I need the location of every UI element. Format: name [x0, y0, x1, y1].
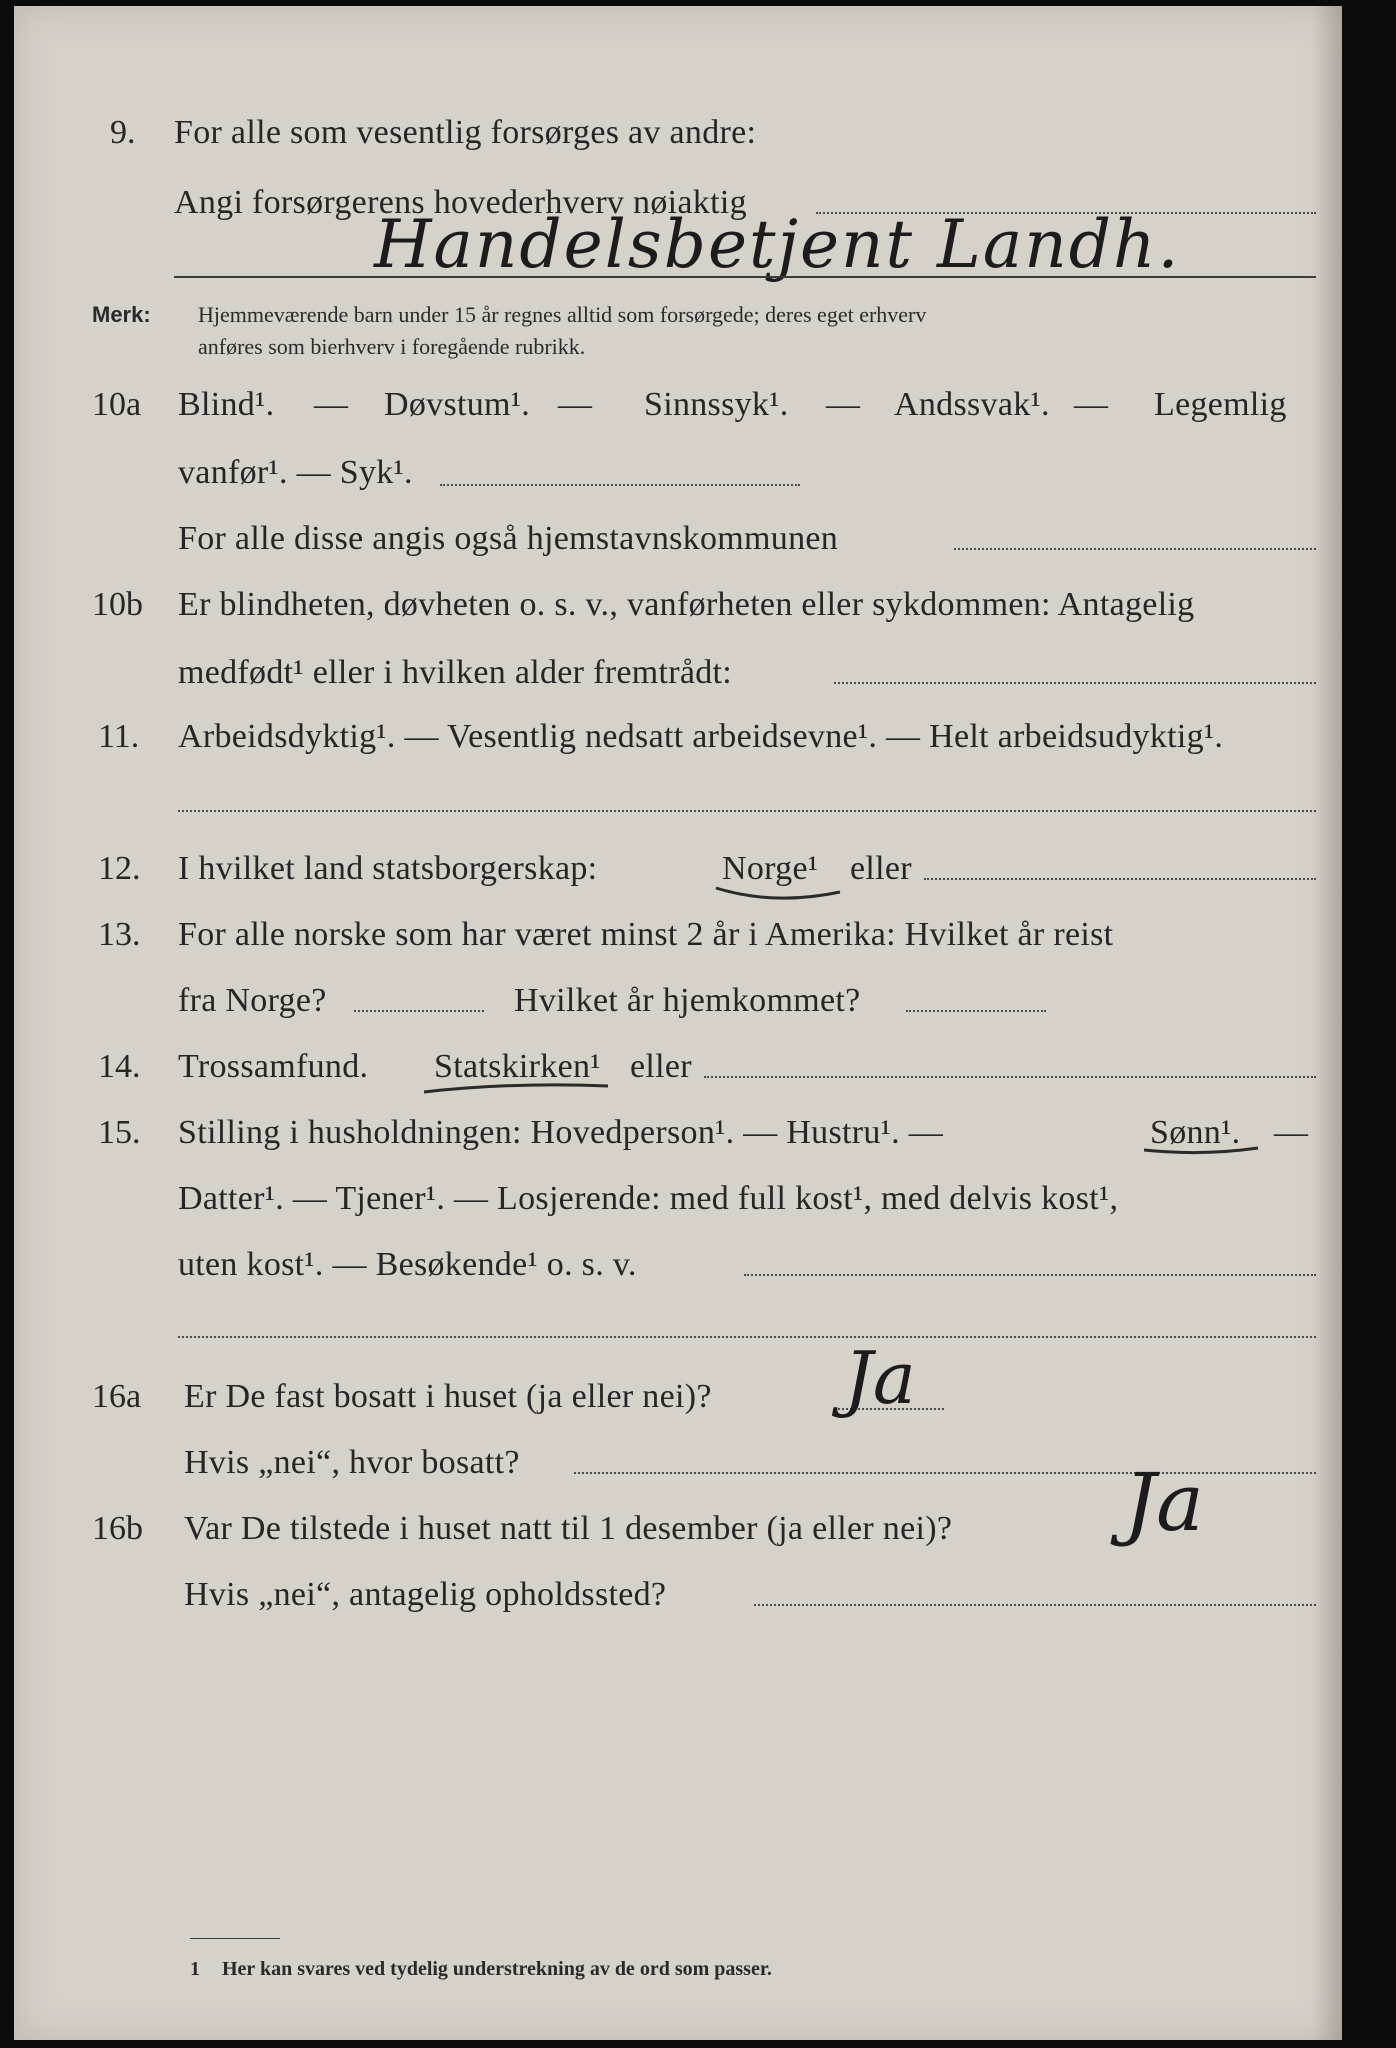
q11-number: 11.	[98, 718, 140, 755]
q10a-number: 10a	[92, 386, 142, 423]
q12-norge-underline	[714, 876, 844, 906]
q9-line1: For alle som vesentlig forsørges av andre:	[174, 114, 757, 151]
q10a-andssvak: Andssvak¹.	[894, 386, 1050, 423]
q14-statskirken: Statskirken¹	[434, 1048, 601, 1085]
q10a-dash3: —	[826, 386, 861, 423]
q10b-dotted-line	[834, 682, 1316, 684]
q10a-syk-dotted-line	[440, 484, 800, 486]
q10b-line2: medfødt¹ eller i hvilken alder fremtrådt:	[178, 654, 733, 691]
q14-statskirken-underline	[422, 1074, 612, 1104]
q15-line1: Stilling i husholdningen: Hovedperson¹. — Hustru¹. —	[178, 1114, 944, 1151]
q16a-line2: Hvis „nei“, hvor bosatt?	[184, 1444, 520, 1481]
q15-number: 15.	[98, 1114, 141, 1151]
q16a-number: 16a	[92, 1378, 142, 1415]
merk-line2: anføres som bierhverv i foregående rubrikk.	[198, 334, 586, 359]
q15-sonn-underline	[1142, 1142, 1262, 1162]
q14-number: 14.	[98, 1048, 141, 1085]
census-form-page	[14, 6, 1342, 2040]
q9-line2: Angi forsørgerens hovederhverv nøiaktig	[174, 184, 747, 221]
q10a-line3: For alle disse angis også hjemstavnskommunen	[178, 520, 839, 557]
q16b-dotted-line	[754, 1604, 1316, 1606]
q16a-handwritten-answer: Ja	[844, 1336, 916, 1420]
q12-eller: eller	[850, 850, 912, 887]
q14-dotted-line	[704, 1076, 1316, 1078]
q11-dotted-line	[178, 810, 1316, 812]
q10a-legemlig: Legemlig	[1154, 386, 1287, 423]
q10a-dash4: —	[1074, 386, 1109, 423]
q16a-line1: Er De fast bosatt i huset (ja eller nei)?	[184, 1378, 712, 1415]
q15-dotted-line	[744, 1274, 1316, 1276]
q9-number: 9.	[110, 114, 136, 151]
q13-hjemkommet-dotted-line	[906, 1010, 1046, 1012]
q15-sonn: Sønn¹.	[1150, 1114, 1241, 1151]
merk-label: Merk:	[92, 302, 151, 327]
q14-text: Trossamfund.	[178, 1048, 369, 1085]
q15-line3: uten kost¹. — Besøkende¹ o. s. v.	[178, 1246, 637, 1283]
q10a-dash1: —	[314, 386, 349, 423]
q10a-blind: Blind¹.	[178, 386, 275, 423]
q10a-sinnssyk: Sinnssyk¹.	[644, 386, 789, 423]
q13-number: 13.	[98, 916, 141, 953]
q10a-dash2: —	[558, 386, 593, 423]
q11-line1: Arbeidsdyktig¹. — Vesentlig nedsatt arbeidsevne¹. — Helt arbeidsudyktig¹.	[178, 718, 1224, 755]
q16a-bosatt-dotted-line	[574, 1472, 1316, 1474]
q14-eller: eller	[630, 1048, 692, 1085]
q13-line1: For alle norske som har været minst 2 år i Amerika: Hvilket år reist	[178, 916, 1114, 953]
q10a-hjemstavn-dotted-line	[954, 548, 1316, 550]
q10a-dovstum: Døvstum¹.	[384, 386, 531, 423]
merk-line1: Hjemmeværende barn under 15 år regnes alltid som forsørgede; deres eget erhverv	[198, 302, 927, 327]
q12-dotted-line	[924, 878, 1316, 880]
q12-number: 12.	[98, 850, 141, 887]
footnote-rule	[190, 1938, 280, 1939]
q12-text: I hvilket land statsborgerskap:	[178, 850, 598, 887]
q16b-number: 16b	[92, 1510, 143, 1547]
q15-line2: Datter¹. — Tjener¹. — Losjerende: med full kost¹, med delvis kost¹,	[178, 1180, 1119, 1217]
q16b-line2: Hvis „nei“, antagelig opholdssted?	[184, 1576, 667, 1613]
q12-norge: Norge¹	[722, 850, 819, 887]
footnote-mark: 1	[190, 1958, 200, 1980]
q9-handwritten-answer: Handelsbetjent Landh.	[374, 206, 1181, 283]
q10a-line2: vanfør¹. — Syk¹.	[178, 454, 413, 491]
q10b-number: 10b	[92, 586, 143, 623]
q15-second-dotted-line	[178, 1336, 1316, 1338]
q15-line1-end: —	[1274, 1114, 1309, 1151]
q13-line2b: Hvilket år hjemkommet?	[514, 982, 861, 1019]
q9-second-answer-line	[174, 276, 1316, 278]
footnote-text: Her kan svares ved tydelig understrekning av de ord som passer.	[222, 1958, 772, 1980]
q10b-line1: Er blindheten, døvheten o. s. v., vanførheten eller sykdommen: Antagelig	[178, 586, 1195, 623]
q13-line2a: fra Norge?	[178, 982, 327, 1019]
q16b-handwritten-answer: Ja	[1124, 1456, 1204, 1549]
q13-reist-dotted-line	[354, 1010, 484, 1012]
q16b-line1: Var De tilstede i huset natt til 1 desember (ja eller nei)?	[184, 1510, 953, 1547]
